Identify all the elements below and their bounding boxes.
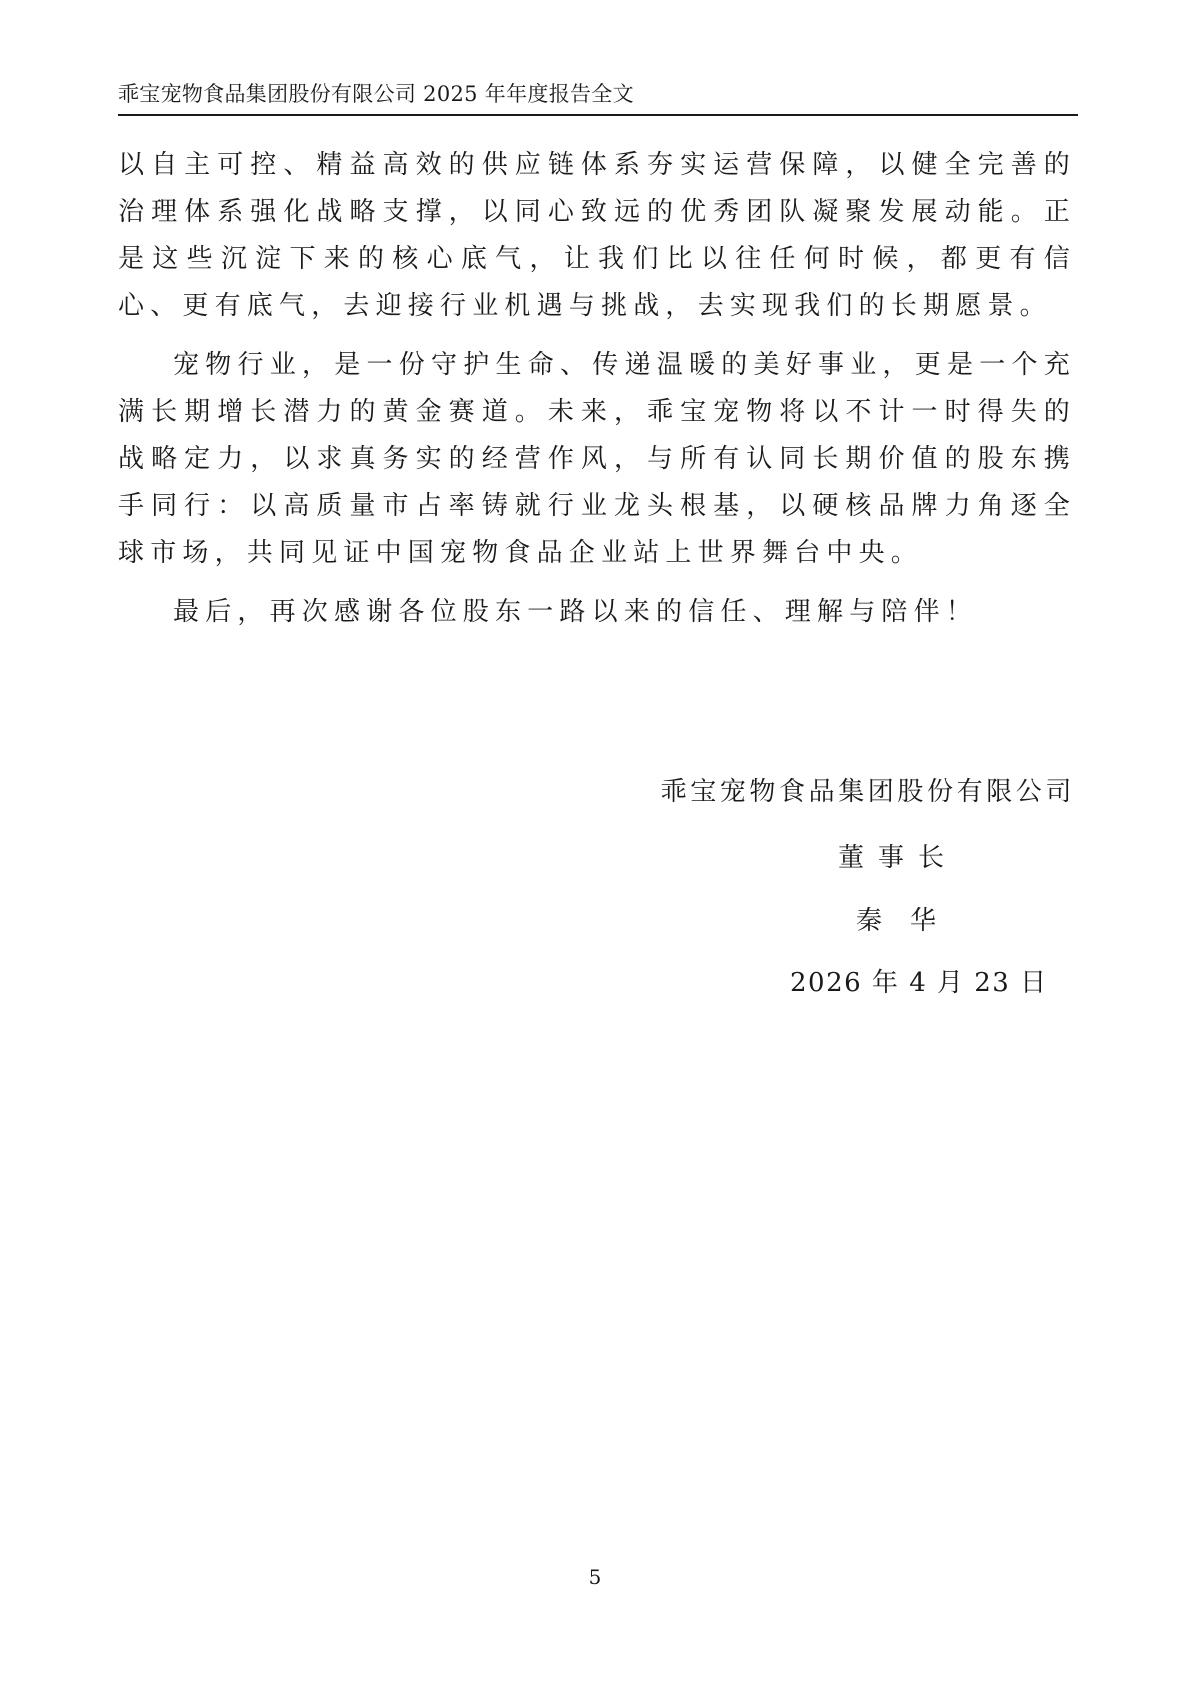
report-header-title: 乖宝宠物食品集团股份有限公司 2025 年年度报告全文	[118, 82, 634, 106]
page-number: 5	[588, 1565, 602, 1589]
letter-body	[118, 142, 1076, 648]
page-header	[118, 78, 1078, 116]
paragraph-1: 以自主可控、精益高效的供应链体系夯实运营保障，以健全完善的治理体系强化战略支撑，以同心致远的优秀团队凝聚发展动能。正是这些沉淀下来的核心底气，让我们比以往任何时候，都更有信心、更有底气，去迎接行业机遇与挑战，去实现我们的长期愿景。	[118, 150, 1076, 321]
signature-title: 董事长	[838, 843, 959, 873]
signature-date: 2026 年 4 月 23 日	[790, 968, 1048, 998]
signature-company: 乖宝宠物食品集团股份有限公司	[660, 777, 1075, 807]
signature-name: 秦华	[856, 906, 965, 936]
paragraph-3: 最后，再次感谢各位股东一路以来的信任、理解与陪伴！	[173, 597, 979, 627]
paragraph-2: 宠物行业，是一份守护生命、传递温暖的美好事业，更是一个充满长期增长潜力的黄金赛道。未来，乖宝宠物将以不计一时得失的战略定力，以求真务实的经营作风，与所有认同长期价值的股东携手同行：以高质量市占率铸就行业龙头根基，以硬核品牌力角逐全球市场，共同见证中国宠物食品企业站上世界舞台中央。	[118, 350, 1076, 568]
